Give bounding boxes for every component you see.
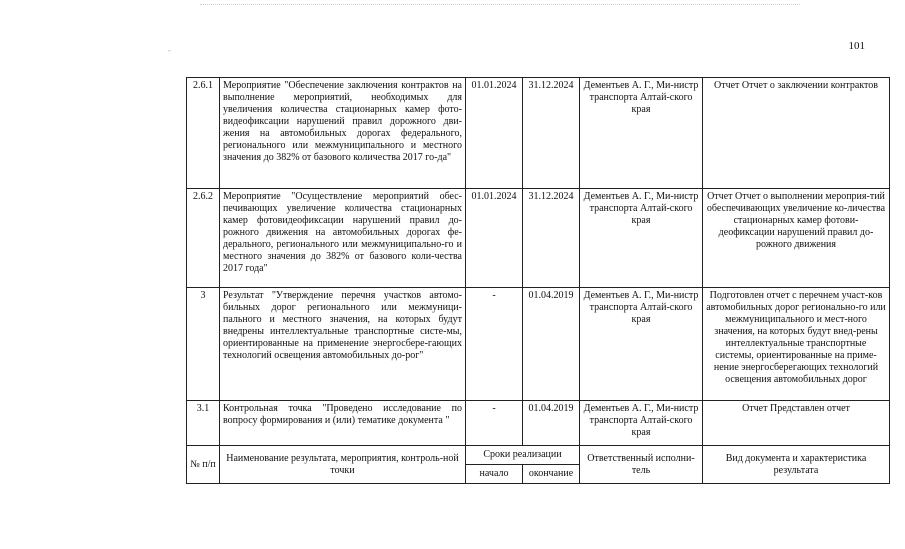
- row-responsible: Дементьев А. Г., Ми-нистр транспорта Алтай-ского края: [580, 288, 703, 401]
- row-name: Результат "Утверждение перечня участков автомо-бильных дорог регионального или межмуници-пального и местного значения, на которых будут внедрены интеллектуальные транспортные систе-мы, ориентированные на применение энергосбере-гающих технологий освещения автомобильных до-рог": [220, 288, 466, 401]
- row-name: Контрольная точка "Проведено исследование по вопросу формирования и (или) тематике документа ": [220, 401, 466, 446]
- row-document: Подготовлен отчет с перечнем участ-ков автомобильных дорог регионально-го или межмуниципального и мест-ного значения, на которых будут внед-рены интеллектуальные транспортные системы, ориентированные на приме-нение энергосберегающих технологий освещения автомобильных дорог: [703, 288, 890, 401]
- scan-artifact-line: [200, 4, 800, 6]
- table-row: [187, 401, 890, 446]
- row-start-date: 01.01.2024: [466, 189, 523, 288]
- row-start-date: -: [466, 401, 523, 446]
- header-start: начало: [466, 465, 523, 484]
- row-number: 3.1: [187, 401, 220, 446]
- scan-mark: -: [168, 46, 171, 55]
- row-responsible: Дементьев А. Г., Ми-нистр транспорта Алтай-ского края: [580, 401, 703, 446]
- table-row: [187, 288, 890, 401]
- header-responsible: Ответственный исполни-тель: [580, 446, 703, 484]
- header-end: окончание: [523, 465, 580, 484]
- row-document: Отчет Отчет о выполнении мероприя-тий обеспечивающих увеличение ко-личества стационарных камер фотови-деофиксации нарушений правил до-рожного движения: [703, 189, 890, 288]
- row-start-date: -: [466, 288, 523, 401]
- row-end-date: 31.12.2024: [523, 78, 580, 189]
- header-document: Вид документа и характеристика результата: [703, 446, 890, 484]
- row-name: Мероприятие "Обеспечение заключения контрактов на выполнение мероприятий, необходимых для увеличения количества стационарных камер фото-видеофиксации нарушений правил дорожного дви-жения на автомобильных дорогах федерального, регионального или межмуниципального и местного значения до 382% от базового количества 2017 го-да": [220, 78, 466, 189]
- table-header-row: [187, 446, 890, 465]
- row-document: Отчет Отчет о заключении контрактов: [703, 78, 890, 189]
- row-number: 3: [187, 288, 220, 401]
- row-name: Мероприятие "Осуществление мероприятий обес-печивающих увеличение количества стационарных камер фотовидеофиксации нарушений правил до-рожного движения на автомобильных дорогах фе-дерального, регионального или межмуниципально-го и местного значения до 382% от базового коли-чества 2017 года": [220, 189, 466, 288]
- header-number: № п/п: [187, 446, 220, 484]
- row-number: 2.6.1: [187, 78, 220, 189]
- implementation-plan-table: [186, 77, 890, 484]
- table-row: [187, 78, 890, 189]
- row-responsible: Дементьев А. Г., Ми-нистр транспорта Алтай-ского края: [580, 78, 703, 189]
- header-period: Сроки реализации: [466, 446, 580, 465]
- row-document: Отчет Представлен отчет: [703, 401, 890, 446]
- table-row: [187, 189, 890, 288]
- page-number: 101: [848, 40, 865, 52]
- row-number: 2.6.2: [187, 189, 220, 288]
- row-responsible: Дементьев А. Г., Ми-нистр транспорта Алтай-ского края: [580, 189, 703, 288]
- row-end-date: 01.04.2019: [523, 288, 580, 401]
- row-end-date: 31.12.2024: [523, 189, 580, 288]
- row-start-date: 01.01.2024: [466, 78, 523, 189]
- row-end-date: 01.04.2019: [523, 401, 580, 446]
- header-name: Наименование результата, мероприятия, контроль-ной точки: [220, 446, 466, 484]
